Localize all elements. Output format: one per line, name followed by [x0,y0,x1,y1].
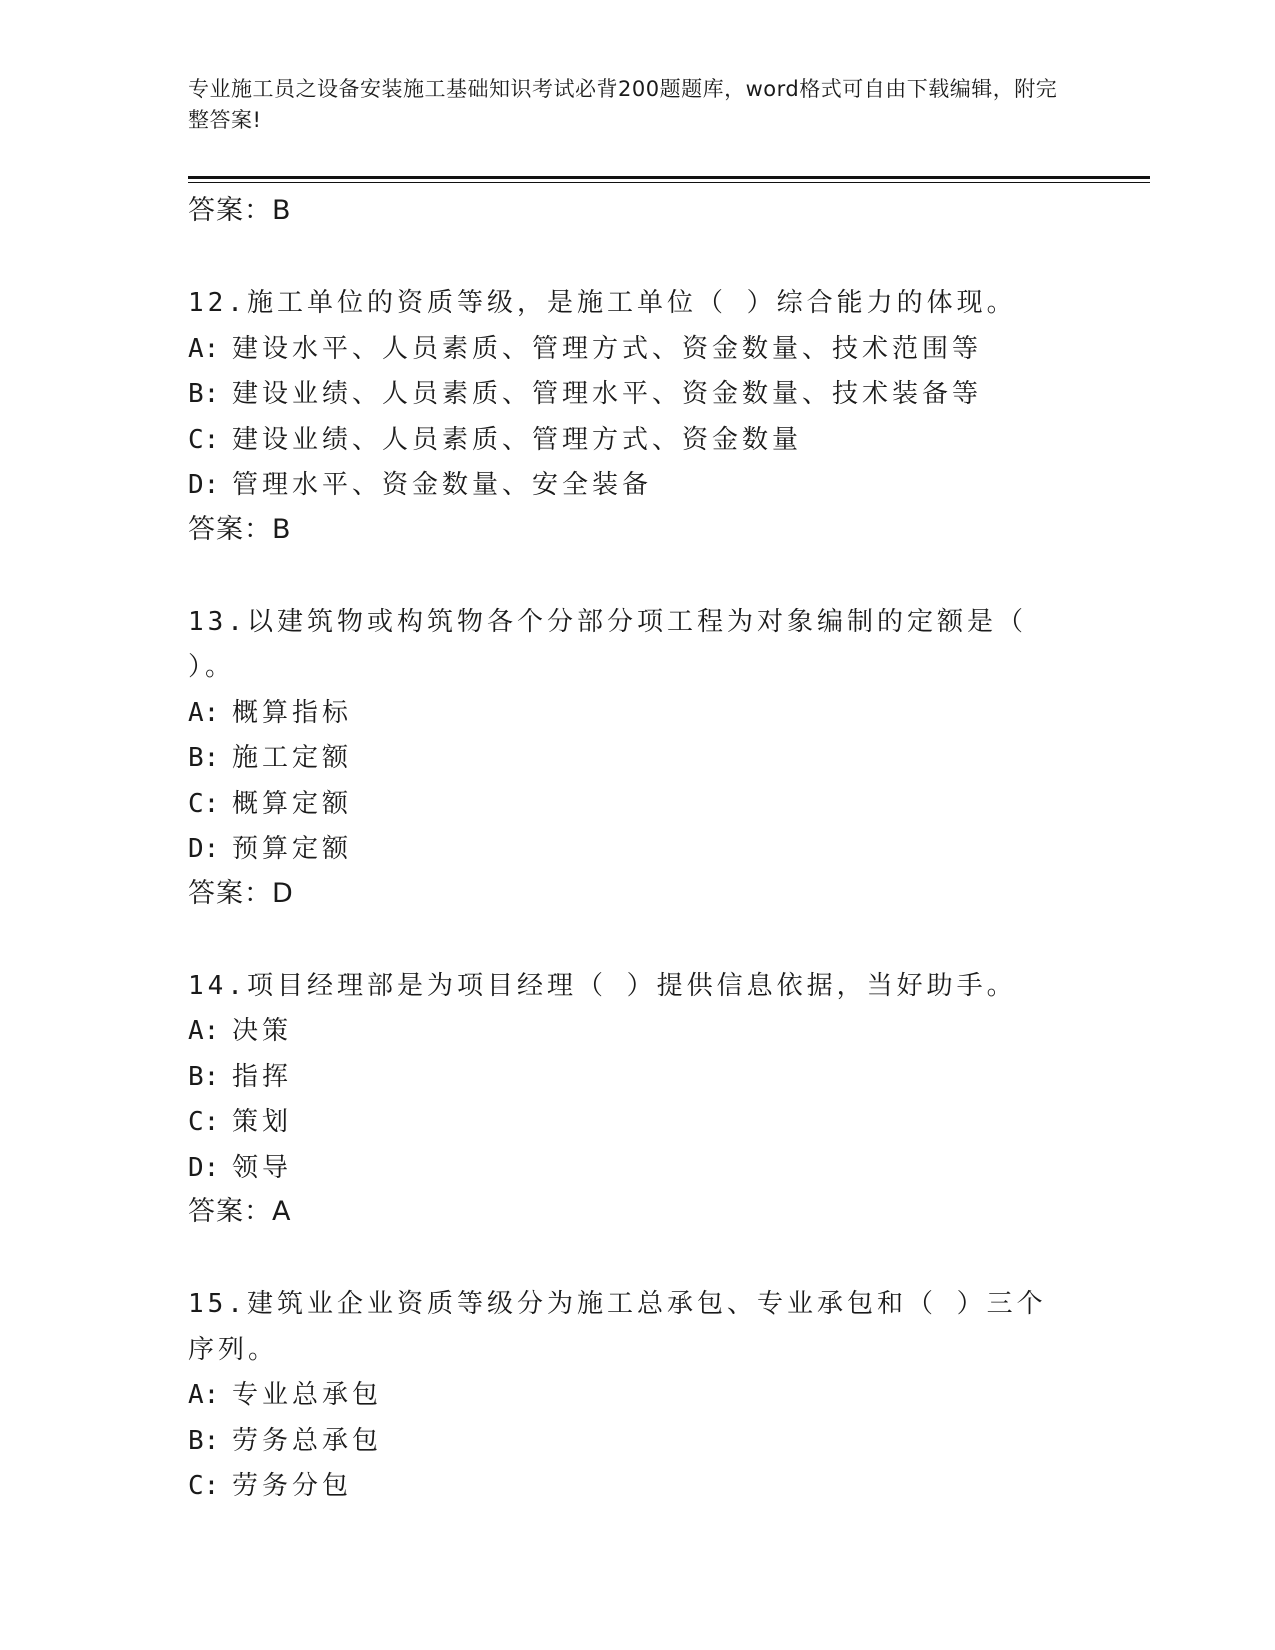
option-text: 建设业绩、人员素质、管理水平、资金数量、技术装备等 [232,379,983,409]
option-text: 建设业绩、人员素质、管理方式、资金数量 [232,424,803,455]
option-key: D: [188,1152,220,1183]
option-key: C: [188,1107,220,1137]
option-key: B: [188,1425,220,1456]
question-14 [188,964,1088,1234]
option-key: B: [188,743,220,773]
question-15-option-b [188,1419,1088,1465]
option-key: A: [188,697,220,728]
question-14-option-c [188,1100,1088,1146]
option-text: 决策 [232,1016,293,1046]
option-key: C: [188,424,220,455]
question-12 [188,281,1088,551]
question-14-text: 14.项目经理部是为项目经理（ ）提供信息依据，当好助手。 [188,970,1017,1001]
answer-previous: 答案：B [188,195,292,226]
question-13-option-d [188,827,1088,873]
question-12-option-a [188,327,1088,373]
option-key: C: [188,788,220,819]
question-13 [188,600,1088,915]
option-text: 策划 [232,1107,293,1137]
header-rule-thick [188,176,1150,179]
question-12-option-c [188,418,1088,464]
question-12-text: 12.施工单位的资质等级，是施工单位（ ）综合能力的体现。 [188,288,1017,318]
option-text: 劳务分包 [232,1471,353,1501]
option-key: B: [188,1061,220,1092]
option-text: 领导 [232,1152,293,1183]
question-13-option-c [188,782,1088,828]
option-key: A: [188,1380,220,1410]
option-text: 建设水平、人员素质、管理方式、资金数量、技术范围等 [232,333,983,364]
question-13-text: 13.以建筑物或构筑物各个分部分项工程为对象编制的定额是（ ）。 [188,606,1027,682]
option-text: 管理水平、资金数量、安全装备 [232,470,653,500]
question-14-option-a [188,1009,1088,1055]
question-list [188,190,1088,1510]
question-12-answer: 答案：B [188,513,292,545]
question-13-option-b [188,736,1088,782]
option-key: A: [188,1016,220,1046]
option-text: 概算指标 [232,697,353,728]
option-text: 施工定额 [232,743,353,773]
option-key: C: [188,1471,220,1501]
option-text: 概算定额 [232,788,353,819]
question-13-answer: 答案：D [188,877,294,909]
question-14-option-b [188,1055,1088,1101]
question-15-text: 15.建筑业企业资质等级分为施工总承包、专业承包和（ ）三个序列。 [188,1289,1047,1365]
option-key: B: [188,379,220,409]
question-12-option-b [188,372,1088,418]
question-15 [188,1282,1088,1510]
question-13-option-a [188,691,1088,737]
document-header: 专业施工员之设备安装施工基础知识考试必背200题题库，word格式可自由下载编辑，附完整答案! [188,77,1058,132]
header-rule-thin [188,182,1150,183]
option-text: 专业总承包 [232,1380,383,1410]
option-key: D: [188,834,220,864]
option-text: 预算定额 [232,834,353,864]
question-15-option-c [188,1464,1088,1510]
option-text: 劳务总承包 [232,1425,383,1456]
question-12-option-d [188,463,1088,509]
option-key: D: [188,470,220,500]
option-key: A: [188,333,220,364]
question-14-answer: 答案：A [188,1196,292,1227]
option-text: 指挥 [232,1061,293,1092]
question-15-option-a [188,1373,1088,1419]
question-14-option-d [188,1146,1088,1192]
